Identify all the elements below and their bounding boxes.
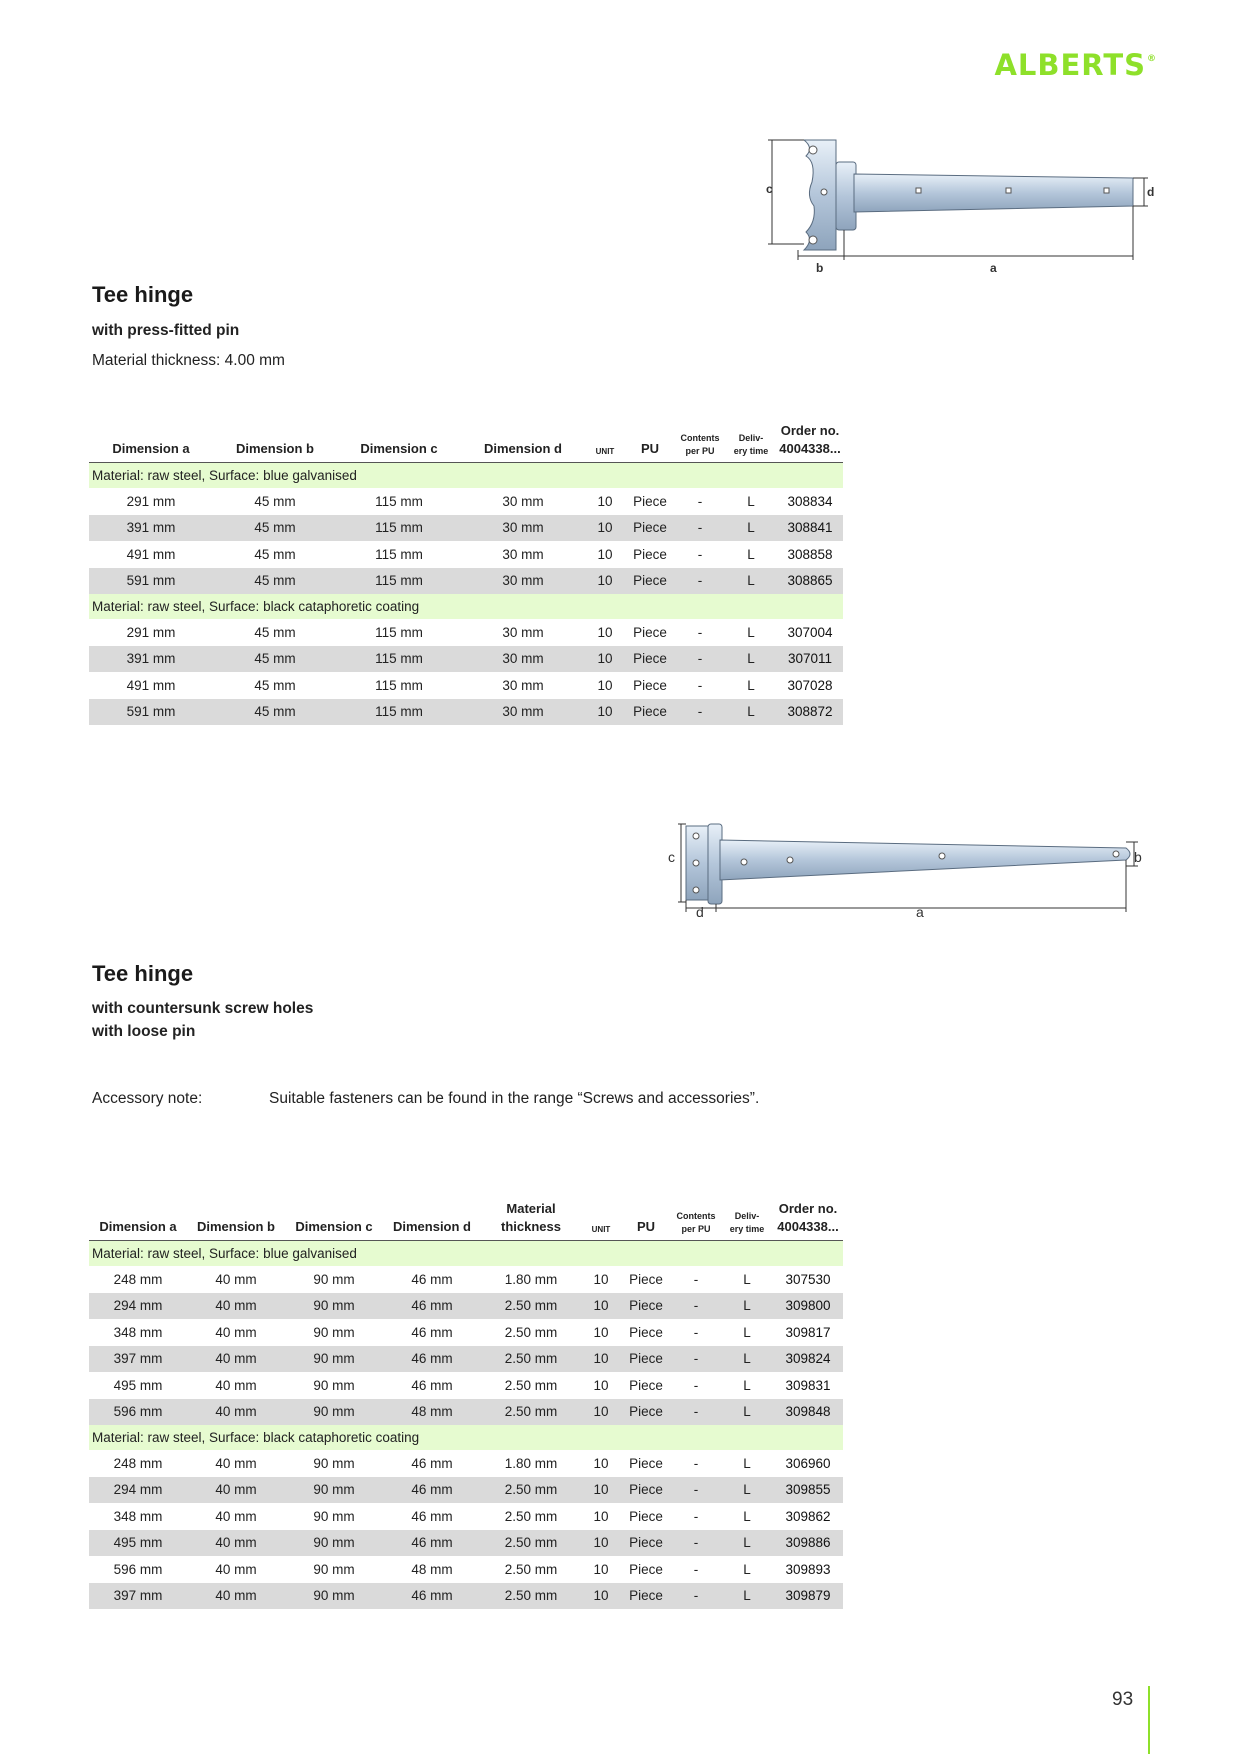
header-dimension-b: Dimension b xyxy=(213,422,337,463)
header-dimension-c: Dimension c xyxy=(285,1200,383,1241)
tee-hinge-diagram-2 xyxy=(664,818,1154,918)
table-row xyxy=(89,515,843,542)
table-cell: L xyxy=(725,646,777,673)
order-number-cell: 309848 xyxy=(773,1399,843,1426)
table-row xyxy=(89,541,843,568)
header-order-line1: Order no. xyxy=(780,423,840,438)
table-cell: - xyxy=(671,1399,721,1426)
table-row xyxy=(89,1266,843,1293)
header-delivery xyxy=(725,422,777,463)
header-delivery-line1: Deliv- xyxy=(738,433,764,443)
table-row xyxy=(89,1346,843,1373)
table-header-row xyxy=(89,1200,843,1241)
table-row xyxy=(89,1530,843,1557)
table-cell: 46 mm xyxy=(383,1293,481,1320)
table-cell: Piece xyxy=(629,1271,663,1287)
table-cell: 45 mm xyxy=(213,646,337,673)
header-order-line2: 4004338... xyxy=(777,1219,839,1234)
table-row xyxy=(89,1503,843,1530)
table-cell: Piece xyxy=(621,1477,671,1504)
table-cell: 2.50 mm xyxy=(481,1583,581,1610)
table-cell: - xyxy=(693,1377,699,1393)
table-cell: 10 xyxy=(593,1271,609,1287)
table-cell: L xyxy=(743,1561,751,1577)
order-number-cell: 306960 xyxy=(785,1455,831,1471)
diagram2-label-c: c xyxy=(668,849,675,865)
table-cell: 40 mm xyxy=(187,1399,285,1426)
table-cell: 45 mm xyxy=(254,546,296,562)
table-cell: 10 xyxy=(597,624,613,640)
table-cell: 90 mm xyxy=(313,1271,355,1287)
table-cell: 46 mm xyxy=(383,1477,481,1504)
diagram-label-c: c xyxy=(766,182,773,196)
table-cell: 10 xyxy=(597,546,613,562)
table-row xyxy=(89,672,843,699)
table-row xyxy=(89,1319,843,1346)
table-cell: 115 mm xyxy=(337,646,461,673)
table-row xyxy=(89,646,843,673)
order-number-cell: 307004 xyxy=(787,624,833,640)
table-row xyxy=(89,1372,843,1399)
table-cell: 10 xyxy=(581,1530,621,1557)
product2-title: Tee hinge xyxy=(92,961,194,986)
header-pu: PU xyxy=(625,422,675,463)
table-cell: 90 mm xyxy=(285,1477,383,1504)
header-dimension-d: Dimension d xyxy=(461,422,585,463)
table-cell: 30 mm xyxy=(502,677,544,693)
page-number-accent-bar xyxy=(1148,1686,1150,1754)
order-number-cell: 309817 xyxy=(785,1324,831,1340)
table-cell: 46 mm xyxy=(383,1583,481,1610)
product2-table-body xyxy=(89,1241,843,1610)
product1-feature: with press-fitted pin xyxy=(92,322,240,339)
order-number-cell: 308865 xyxy=(777,568,843,595)
table-cell: Piece xyxy=(621,1530,671,1557)
product2-feature-1: with countersunk screw holes xyxy=(92,1000,314,1017)
table-cell: 115 mm xyxy=(375,493,423,509)
table-cell: Piece xyxy=(633,493,667,509)
table-cell: 596 mm xyxy=(89,1399,187,1426)
accessory-note-text: Suitable fasteners can be found in the range “Screws and accessories”. xyxy=(269,1090,760,1107)
table-cell: 40 mm xyxy=(215,1561,257,1577)
order-number-cell: 309831 xyxy=(785,1377,831,1393)
table-row xyxy=(89,1556,843,1583)
table-cell: - xyxy=(675,515,725,542)
material-group-row xyxy=(89,1241,843,1267)
table-cell: - xyxy=(693,1324,699,1340)
table-cell: 30 mm xyxy=(461,568,585,595)
table-cell: Piece xyxy=(625,646,675,673)
table-cell: - xyxy=(697,493,703,509)
table-cell: 45 mm xyxy=(254,624,296,640)
order-number-cell: 309879 xyxy=(773,1583,843,1610)
product1-title: Tee hinge xyxy=(92,282,194,307)
table-row xyxy=(89,1293,843,1320)
page-number: 93 xyxy=(1112,1689,1134,1710)
header-dimension-a: Dimension a xyxy=(89,1200,187,1241)
table-cell: Piece xyxy=(629,1455,663,1471)
tee-hinge-diagram-1 xyxy=(758,132,1153,277)
table-cell: L xyxy=(743,1271,751,1287)
table-cell: Piece xyxy=(625,568,675,595)
table-cell: 294 mm xyxy=(89,1293,187,1320)
table-cell: 591 mm xyxy=(89,699,213,726)
table-cell: Piece xyxy=(629,1508,663,1524)
table-cell: 90 mm xyxy=(313,1508,355,1524)
order-number-cell: 309862 xyxy=(785,1508,831,1524)
table-cell: 45 mm xyxy=(213,699,337,726)
product2-spec-table xyxy=(89,1200,843,1609)
header-contents-line2: per PU xyxy=(681,1224,711,1234)
table-cell: L xyxy=(725,699,777,726)
table-cell: 40 mm xyxy=(215,1508,257,1524)
table-cell: 30 mm xyxy=(502,493,544,509)
table-cell: 40 mm xyxy=(215,1377,257,1393)
table-cell: 10 xyxy=(597,677,613,693)
table-cell: 30 mm xyxy=(502,624,544,640)
table-cell: 10 xyxy=(581,1346,621,1373)
table-cell: Piece xyxy=(621,1346,671,1373)
table-cell: 46 mm xyxy=(411,1508,453,1524)
header-contents-line2: per PU xyxy=(685,446,715,456)
table-row xyxy=(89,1583,843,1610)
order-number-cell: 309824 xyxy=(773,1346,843,1373)
header-dimension-a: Dimension a xyxy=(89,422,213,463)
table-row xyxy=(89,1477,843,1504)
table-cell: - xyxy=(671,1477,721,1504)
table-cell: Piece xyxy=(621,1583,671,1610)
table-cell: Piece xyxy=(633,546,667,562)
table-cell: 2.50 mm xyxy=(481,1293,581,1320)
table-row xyxy=(89,699,843,726)
table-cell: 248 mm xyxy=(113,1455,163,1471)
table-cell: L xyxy=(747,677,755,693)
table-cell: 10 xyxy=(597,493,613,509)
table-cell: 391 mm xyxy=(89,515,213,542)
material-group-row xyxy=(89,463,843,489)
table-cell: 10 xyxy=(581,1583,621,1610)
table-cell: 45 mm xyxy=(254,493,296,509)
table-cell: - xyxy=(693,1271,699,1287)
table-cell: 115 mm xyxy=(337,515,461,542)
header-delivery xyxy=(721,1200,773,1241)
header-delivery-line2: ery time xyxy=(729,1224,765,1234)
table-row xyxy=(89,568,843,595)
table-cell: 348 mm xyxy=(113,1324,163,1340)
table-cell: 495 mm xyxy=(89,1530,187,1557)
table-cell: - xyxy=(697,677,703,693)
header-material-thickness xyxy=(481,1200,581,1241)
diagram2-label-d: d xyxy=(696,904,704,920)
diagram2-label-a: a xyxy=(916,904,924,920)
table-cell: 10 xyxy=(581,1399,621,1426)
table-cell: 397 mm xyxy=(89,1346,187,1373)
table-cell: 115 mm xyxy=(375,546,423,562)
product2-feature-2: with loose pin xyxy=(92,1023,196,1040)
table-cell: 2.50 mm xyxy=(481,1530,581,1557)
order-number-cell: 308834 xyxy=(787,493,833,509)
header-unit xyxy=(585,422,625,463)
table-cell: 45 mm xyxy=(254,677,296,693)
table-cell: 115 mm xyxy=(337,699,461,726)
material-group-row xyxy=(89,1425,843,1450)
table-cell: 46 mm xyxy=(411,1455,453,1471)
header-delivery-line2: ery time xyxy=(733,446,769,456)
header-order xyxy=(777,422,843,463)
table-cell: 2.50 mm xyxy=(504,1377,558,1393)
table-cell: Piece xyxy=(621,1293,671,1320)
table-cell: 40 mm xyxy=(187,1346,285,1373)
table-header-row xyxy=(89,422,843,463)
order-number-cell: 307011 xyxy=(777,646,843,673)
table-cell: 248 mm xyxy=(113,1271,163,1287)
order-number-cell: 308858 xyxy=(787,546,833,562)
table-cell: L xyxy=(725,568,777,595)
table-cell: - xyxy=(693,1508,699,1524)
table-cell: 90 mm xyxy=(313,1455,355,1471)
header-contents-line1: Contents xyxy=(676,1211,716,1221)
header-unit-label: UNIT xyxy=(595,447,615,456)
table-cell: 1.80 mm xyxy=(504,1271,558,1287)
order-number-cell: 309800 xyxy=(773,1293,843,1320)
table-cell: - xyxy=(675,699,725,726)
header-thickness-line1: Material xyxy=(506,1201,556,1216)
order-number-cell: 307028 xyxy=(787,677,833,693)
table-cell: Piece xyxy=(633,677,667,693)
table-cell: 40 mm xyxy=(187,1477,285,1504)
table-cell: 48 mm xyxy=(383,1399,481,1426)
table-cell: 46 mm xyxy=(383,1346,481,1373)
table-cell: 2.50 mm xyxy=(481,1477,581,1504)
table-cell: L xyxy=(743,1508,751,1524)
table-cell: - xyxy=(671,1530,721,1557)
table-cell: 10 xyxy=(593,1455,609,1471)
header-order-line1: Order no. xyxy=(778,1201,838,1216)
table-cell: 10 xyxy=(585,699,625,726)
table-cell: 40 mm xyxy=(187,1530,285,1557)
table-cell: 10 xyxy=(585,646,625,673)
header-order-line2: 4004338... xyxy=(779,441,841,456)
table-cell: 30 mm xyxy=(461,646,585,673)
table-cell: - xyxy=(693,1561,699,1577)
table-cell: 90 mm xyxy=(285,1583,383,1610)
table-cell: 45 mm xyxy=(213,568,337,595)
table-cell: 495 mm xyxy=(113,1377,163,1393)
table-cell: 10 xyxy=(593,1508,609,1524)
table-cell: 10 xyxy=(593,1561,609,1577)
table-cell: 40 mm xyxy=(187,1583,285,1610)
table-cell: 10 xyxy=(585,515,625,542)
table-cell: L xyxy=(747,546,755,562)
table-cell: 2.50 mm xyxy=(504,1324,558,1340)
table-cell: L xyxy=(721,1293,773,1320)
table-cell: 46 mm xyxy=(411,1377,453,1393)
table-cell: Piece xyxy=(629,1377,663,1393)
material-group-label: Material: raw steel, Surface: blue galvanised xyxy=(89,1241,843,1267)
diagram-label-d: d xyxy=(1147,185,1155,199)
table-cell: - xyxy=(675,568,725,595)
table-cell: 10 xyxy=(593,1377,609,1393)
order-number-cell: 309886 xyxy=(773,1530,843,1557)
table-cell: Piece xyxy=(633,624,667,640)
header-delivery-line1: Deliv- xyxy=(734,1211,760,1221)
table-cell: - xyxy=(671,1293,721,1320)
table-cell: 491 mm xyxy=(126,546,176,562)
table-cell: 10 xyxy=(593,1324,609,1340)
table-cell: 397 mm xyxy=(89,1583,187,1610)
table-cell: 1.80 mm xyxy=(504,1455,558,1471)
product1-table-body xyxy=(89,463,843,726)
table-cell: - xyxy=(697,546,703,562)
table-cell: 30 mm xyxy=(461,515,585,542)
table-cell: 491 mm xyxy=(126,677,176,693)
product1-spec-table xyxy=(89,422,843,725)
table-cell: Piece xyxy=(625,515,675,542)
table-cell: L xyxy=(747,493,755,509)
table-cell: 596 mm xyxy=(113,1561,163,1577)
table-cell: Piece xyxy=(621,1399,671,1426)
material-group-row xyxy=(89,594,843,619)
diagram-label-b: b xyxy=(816,261,824,275)
table-cell: 10 xyxy=(581,1293,621,1320)
table-cell: 90 mm xyxy=(285,1293,383,1320)
diagram2-label-b: b xyxy=(1134,849,1142,865)
table-cell: Piece xyxy=(629,1324,663,1340)
material-group-label: Material: raw steel, Surface: blue galvanised xyxy=(89,463,843,489)
brand-registered-mark: ® xyxy=(1147,54,1157,64)
table-cell: 46 mm xyxy=(411,1324,453,1340)
table-cell: 90 mm xyxy=(285,1399,383,1426)
diagram-label-a: a xyxy=(990,261,997,275)
table-cell: Piece xyxy=(625,699,675,726)
order-number-cell: 309855 xyxy=(773,1477,843,1504)
table-cell: 294 mm xyxy=(89,1477,187,1504)
table-cell: 291 mm xyxy=(126,624,176,640)
header-pu: PU xyxy=(621,1200,671,1241)
table-cell: 10 xyxy=(585,568,625,595)
header-contents xyxy=(675,422,725,463)
table-cell: 391 mm xyxy=(89,646,213,673)
table-cell: 40 mm xyxy=(215,1324,257,1340)
table-cell: 115 mm xyxy=(337,568,461,595)
header-dimension-c: Dimension c xyxy=(337,422,461,463)
table-cell: - xyxy=(697,624,703,640)
table-cell: 46 mm xyxy=(411,1271,453,1287)
table-cell: 30 mm xyxy=(461,699,585,726)
table-cell: L xyxy=(721,1346,773,1373)
table-cell: 2.50 mm xyxy=(481,1399,581,1426)
table-cell: - xyxy=(671,1346,721,1373)
table-cell: L xyxy=(747,624,755,640)
table-cell: L xyxy=(721,1583,773,1610)
order-number-cell: 308841 xyxy=(777,515,843,542)
table-row xyxy=(89,619,843,646)
table-cell: 115 mm xyxy=(375,677,423,693)
order-number-cell: 307530 xyxy=(785,1271,831,1287)
table-cell: 2.50 mm xyxy=(504,1508,558,1524)
table-row xyxy=(89,1399,843,1426)
brand-name: ALBERTS xyxy=(994,48,1146,82)
table-cell: 46 mm xyxy=(383,1530,481,1557)
table-cell: 2.50 mm xyxy=(504,1561,558,1577)
table-cell: 40 mm xyxy=(215,1455,257,1471)
header-order xyxy=(773,1200,843,1241)
table-row xyxy=(89,1450,843,1477)
table-cell: 291 mm xyxy=(126,493,176,509)
accessory-note-label: Accessory note: xyxy=(92,1090,203,1107)
header-dimension-d: Dimension d xyxy=(383,1200,481,1241)
brand-logo xyxy=(976,48,1156,82)
table-cell: L xyxy=(743,1455,751,1471)
table-cell: 90 mm xyxy=(313,1561,355,1577)
table-cell: 30 mm xyxy=(502,546,544,562)
header-thickness-line2: thickness xyxy=(501,1219,561,1234)
table-cell: 115 mm xyxy=(375,624,423,640)
header-contents-line1: Contents xyxy=(680,433,720,443)
header-unit-label: UNIT xyxy=(591,1225,611,1234)
table-cell: 40 mm xyxy=(187,1293,285,1320)
table-cell: 10 xyxy=(581,1477,621,1504)
table-cell: 591 mm xyxy=(89,568,213,595)
table-cell: L xyxy=(743,1324,751,1340)
table-row xyxy=(89,488,843,515)
header-contents xyxy=(671,1200,721,1241)
table-cell: 2.50 mm xyxy=(481,1346,581,1373)
product1-material-thickness: Material thickness: 4.00 mm xyxy=(92,352,285,369)
order-number-cell: 308872 xyxy=(777,699,843,726)
table-cell: - xyxy=(693,1455,699,1471)
table-cell: 90 mm xyxy=(313,1377,355,1393)
table-cell: L xyxy=(721,1530,773,1557)
table-cell: 45 mm xyxy=(213,515,337,542)
table-cell: 48 mm xyxy=(411,1561,453,1577)
table-cell: 40 mm xyxy=(215,1271,257,1287)
table-cell: - xyxy=(671,1583,721,1610)
table-cell: L xyxy=(743,1377,751,1393)
material-group-label: Material: raw steel, Surface: black cataphoretic coating xyxy=(89,1425,843,1450)
header-dimension-b: Dimension b xyxy=(187,1200,285,1241)
table-cell: L xyxy=(725,515,777,542)
order-number-cell: 309893 xyxy=(785,1561,831,1577)
table-cell: L xyxy=(721,1399,773,1426)
table-cell: 90 mm xyxy=(285,1530,383,1557)
table-cell: L xyxy=(721,1477,773,1504)
table-cell: 90 mm xyxy=(313,1324,355,1340)
table-cell: 90 mm xyxy=(285,1346,383,1373)
table-cell: 348 mm xyxy=(113,1508,163,1524)
table-cell: - xyxy=(675,646,725,673)
header-unit xyxy=(581,1200,621,1241)
table-cell: Piece xyxy=(629,1561,663,1577)
material-group-label: Material: raw steel, Surface: black cataphoretic coating xyxy=(89,594,843,619)
